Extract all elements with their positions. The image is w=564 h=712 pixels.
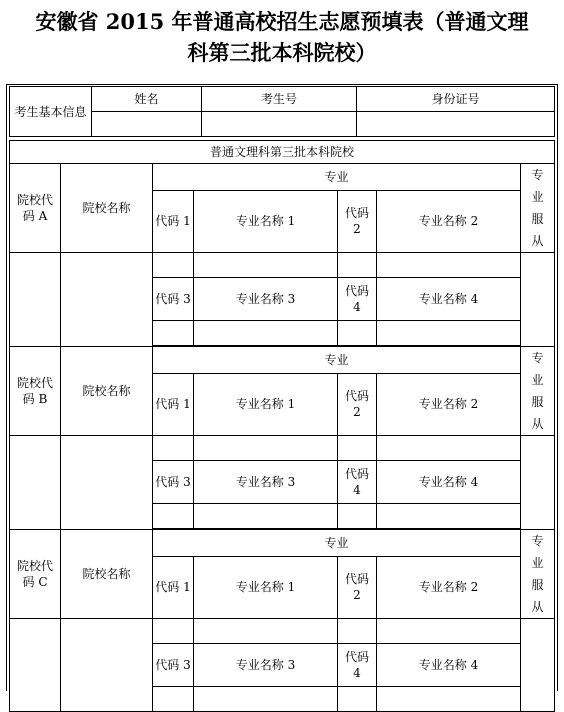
- major-code-2-field-b[interactable]: [338, 436, 377, 461]
- school-code-field-a[interactable]: [10, 253, 61, 347]
- major-name-1-label-c: 专业名称 1: [194, 556, 338, 618]
- school-code-field-b[interactable]: [10, 436, 61, 530]
- school-code-label-b: 院校代码 B: [10, 347, 61, 436]
- major-name-1-label-a: 专业名称 1: [194, 190, 338, 252]
- obey-field-a[interactable]: [521, 253, 555, 347]
- major-name-3-label-c: 专业名称 3: [194, 644, 338, 687]
- exam-number-header: 考生号: [202, 87, 357, 112]
- name-field[interactable]: [92, 112, 202, 137]
- candidate-info-label: 考生基本信息: [10, 87, 92, 137]
- major-code-3-field-b[interactable]: [153, 504, 194, 529]
- school-code-field-c[interactable]: [10, 619, 61, 712]
- name-header: 姓名: [92, 87, 202, 112]
- obey-field-b[interactable]: [521, 436, 555, 530]
- major-code-3-field-c[interactable]: [153, 687, 194, 712]
- major-code-3-field-a[interactable]: [153, 321, 194, 346]
- school-code-label-c: 院校代码 C: [10, 530, 61, 619]
- school-name-field-a[interactable]: [61, 253, 153, 347]
- title-line-1: 安徽省 2015 年普通高校招生志愿预填表（普通文理: [35, 9, 529, 34]
- major-code-4-label-c: 代码 4: [338, 644, 377, 687]
- obey-label-b: 专业服从: [521, 347, 555, 436]
- section-title: 普通文理科第三批本科院校: [10, 141, 555, 164]
- major-name-4-field-b[interactable]: [377, 504, 521, 529]
- obey-label-a: 专业服从: [521, 164, 555, 253]
- major-code-2-label-a: 代码 2: [338, 190, 377, 252]
- major-name-2-field-c[interactable]: [377, 619, 521, 644]
- id-number-field[interactable]: [357, 112, 555, 137]
- major-header-a: 专业: [153, 164, 521, 191]
- candidate-info-table: [9, 86, 555, 137]
- major-name-4-label-c: 专业名称 4: [377, 644, 521, 687]
- school-name-label-b: 院校名称: [61, 347, 153, 436]
- major-name-2-label-b: 专业名称 2: [377, 373, 521, 435]
- major-code-2-label-c: 代码 2: [338, 556, 377, 618]
- obey-label-c: 专业服从: [521, 530, 555, 619]
- major-name-3-label-a: 专业名称 3: [194, 278, 338, 321]
- major-name-3-field-a[interactable]: [194, 321, 338, 346]
- school-name-label-a: 院校名称: [61, 164, 153, 253]
- major-name-1-field-a[interactable]: [194, 253, 338, 278]
- major-name-4-label-b: 专业名称 4: [377, 461, 521, 504]
- major-code-4-label-b: 代码 4: [338, 461, 377, 504]
- school-name-label-c: 院校名称: [61, 530, 153, 619]
- major-code-1-field-a[interactable]: [153, 253, 194, 278]
- major-header-c: 专业: [153, 530, 521, 557]
- id-number-header: 身份证号: [357, 87, 555, 112]
- major-name-4-label-a: 专业名称 4: [377, 278, 521, 321]
- major-code-3-label-b: 代码 3: [153, 461, 194, 504]
- major-name-1-field-c[interactable]: [194, 619, 338, 644]
- major-code-1-field-b[interactable]: [153, 436, 194, 461]
- major-code-1-label-a: 代码 1: [153, 190, 194, 252]
- major-code-4-label-a: 代码 4: [338, 278, 377, 321]
- major-name-2-field-a[interactable]: [377, 253, 521, 278]
- exam-number-field[interactable]: [202, 112, 357, 137]
- major-code-3-label-c: 代码 3: [153, 644, 194, 687]
- major-name-1-field-b[interactable]: [194, 436, 338, 461]
- title-line-2: 科第三批本科院校）: [187, 40, 377, 65]
- major-name-2-label-c: 专业名称 2: [377, 556, 521, 618]
- major-name-4-field-a[interactable]: [377, 321, 521, 346]
- school-code-label-a: 院校代码 A: [10, 164, 61, 253]
- major-name-3-field-b[interactable]: [194, 504, 338, 529]
- major-name-3-field-c[interactable]: [194, 687, 338, 712]
- major-name-2-field-b[interactable]: [377, 436, 521, 461]
- major-name-1-label-b: 专业名称 1: [194, 373, 338, 435]
- major-code-1-field-c[interactable]: [153, 619, 194, 644]
- major-name-2-label-a: 专业名称 2: [377, 190, 521, 252]
- major-code-1-label-b: 代码 1: [153, 373, 194, 435]
- major-code-2-label-b: 代码 2: [338, 373, 377, 435]
- major-header-b: 专业: [153, 347, 521, 374]
- obey-field-c[interactable]: [521, 619, 555, 712]
- major-code-4-field-c[interactable]: [338, 687, 377, 712]
- major-code-4-field-b[interactable]: [338, 504, 377, 529]
- school-choices-table: [9, 140, 555, 712]
- major-code-2-field-a[interactable]: [338, 253, 377, 278]
- school-name-field-c[interactable]: [61, 619, 153, 712]
- major-name-4-field-c[interactable]: [377, 687, 521, 712]
- major-name-3-label-b: 专业名称 3: [194, 461, 338, 504]
- major-code-2-field-c[interactable]: [338, 619, 377, 644]
- major-code-1-label-c: 代码 1: [153, 556, 194, 618]
- major-code-4-field-a[interactable]: [338, 321, 377, 346]
- page-title: [0, 6, 564, 68]
- major-code-3-label-a: 代码 3: [153, 278, 194, 321]
- school-name-field-b[interactable]: [61, 436, 153, 530]
